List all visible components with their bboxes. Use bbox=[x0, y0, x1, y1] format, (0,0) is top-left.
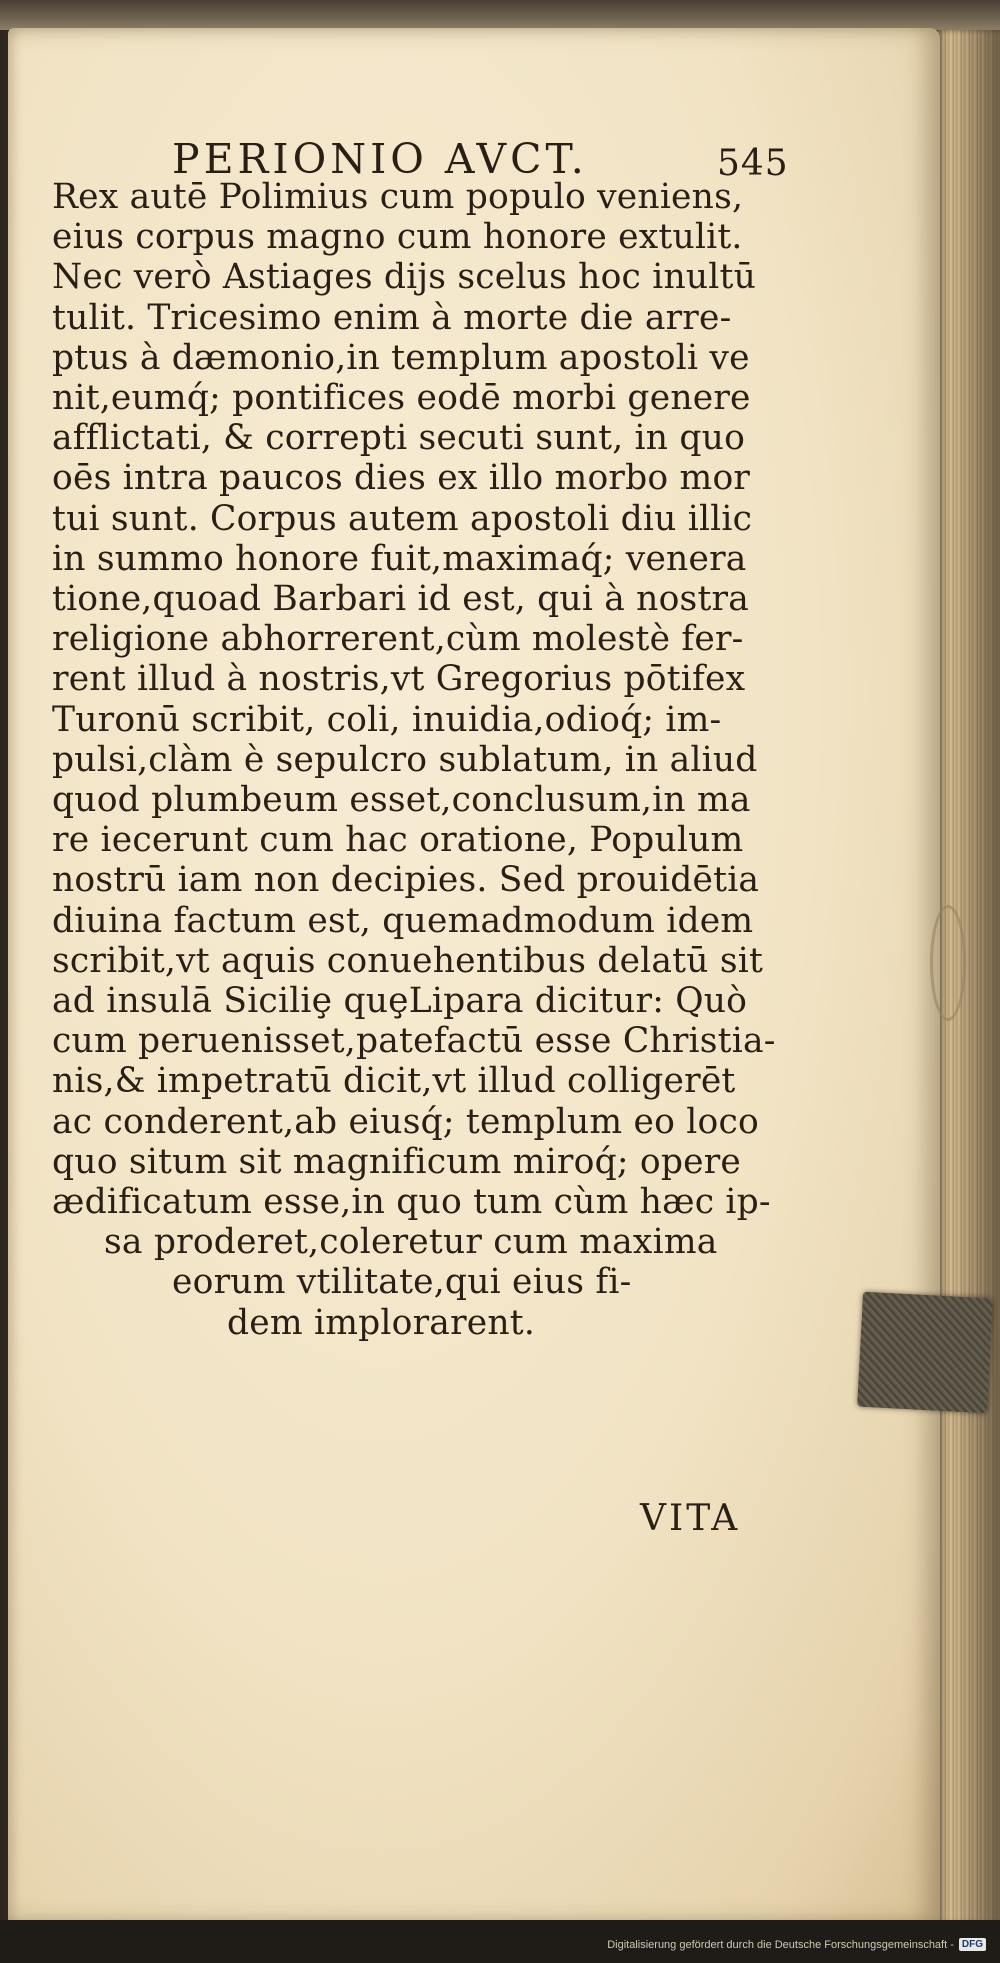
page-text-block bbox=[52, 135, 882, 1343]
text-line: ac conderent,ab eiusq́; templum eo loco bbox=[52, 1101, 759, 1142]
text-line: nostrū iam non decipies. Sed prouidētia bbox=[52, 860, 760, 901]
text-line: tui sunt. Corpus autem apostoli diu illic bbox=[52, 498, 753, 539]
text-line: ptus à dæmonio,in templum apostoli ve bbox=[52, 337, 750, 378]
binding-top-edge bbox=[0, 0, 1000, 30]
text-line: nis,& impetratū dicit,vt illud colligerēt bbox=[52, 1061, 736, 1102]
text-line: eius corpus magno cum honore extulit. bbox=[52, 217, 743, 258]
text-line: Nec verò Astiages dijs scelus hoc inultū bbox=[52, 257, 757, 298]
page-number: 545 bbox=[717, 143, 789, 184]
text-line: dem implorarent. bbox=[227, 1302, 536, 1343]
text-line: eorum vtilitate,qui eius fi- bbox=[172, 1262, 632, 1303]
text-line: religione abhorrerent,cùm molestè fer- bbox=[52, 619, 744, 660]
text-line: tulit. Tricesimo enim à morte die arre- bbox=[52, 297, 732, 338]
text-line: nit,eumq́; pontifices eodē morbi genere bbox=[52, 378, 751, 419]
text-line: afflictati, & correpti secuti sunt, in quo bbox=[52, 418, 746, 459]
text-line: ædificatum esse,in quo tum cùm hæc ip- bbox=[52, 1182, 771, 1223]
digitization-credit bbox=[607, 1938, 986, 1951]
text-line: sa proderet,coleretur cum maxima bbox=[104, 1222, 718, 1263]
catchword: VITA bbox=[640, 1498, 741, 1539]
text-line: diuina factum est, quemadmodum idem bbox=[52, 900, 754, 941]
text-line: in summo honore fuit,maximaq́; venera bbox=[52, 538, 747, 579]
text-line: ad insulā Siciliȩ quȩLipara dicitur: Quò bbox=[52, 981, 748, 1022]
paper-clip-mark bbox=[930, 905, 966, 1021]
text-line: quo situm sit magnificum miroq́; opere bbox=[52, 1141, 742, 1182]
text-line: scribit,vt aquis conuehentibus delatū sit bbox=[52, 940, 764, 981]
running-head bbox=[172, 135, 882, 184]
text-line: tione,quoad Barbari id est, qui à nostra bbox=[52, 579, 749, 620]
text-line: cum peruenisset,patefactū esse Christia- bbox=[52, 1021, 776, 1062]
text-line: quod plumbeum esset,conclusum,in ma bbox=[52, 780, 751, 821]
text-line: re iecerunt cum hac oratione, Populum bbox=[52, 820, 744, 861]
text-line: pulsi,clàm è sepulcro sublatum, in aliud bbox=[52, 739, 758, 780]
text-line: Rex autē Polimius cum populo veniens, bbox=[52, 177, 744, 217]
credit-text: Digitalisierung gefördert durch die Deutsche Forschungsgemeinschaft - bbox=[607, 1938, 954, 1951]
body-text bbox=[52, 177, 882, 1343]
text-line: Turonū scribit, coli, inuidia,odioq́; im- bbox=[52, 699, 722, 740]
text-line: rent illud à nostris,vt Gregorius pōtifex bbox=[52, 659, 746, 700]
dfg-logo: DFG bbox=[959, 1938, 986, 1951]
running-head-title: PERIONIO AVCT. bbox=[172, 135, 588, 183]
text-line: oēs intra paucos dies ex illo morbo mor bbox=[52, 458, 751, 499]
